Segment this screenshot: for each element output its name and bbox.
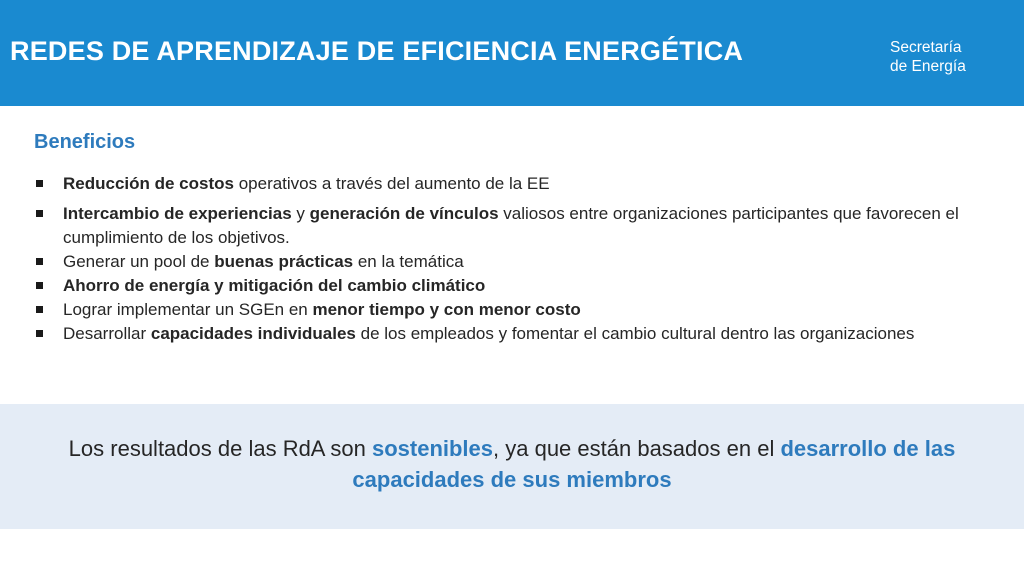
bold-text: Ahorro de energía y mitigación del cambio climático — [63, 276, 486, 295]
bold-text: buenas prácticas — [214, 252, 354, 271]
item-text: operativos a través del aumento de la EE — [233, 174, 550, 193]
section-title: Beneficios — [34, 131, 136, 153]
conclusion-text — [40, 433, 984, 495]
benefits-list — [34, 172, 994, 346]
item-text: valiosos entre organizaciones participantes que favorecen el cumplimiento de los objetivos. — [63, 204, 959, 247]
list-item — [34, 172, 994, 196]
item-text: Lograr implementar un SGEn en — [63, 300, 313, 319]
brand-line-1: Secretaría — [890, 39, 962, 56]
item-text: y — [291, 204, 310, 223]
brand-logo — [890, 38, 966, 76]
bold-text: menor tiempo y con menor costo — [312, 300, 581, 319]
bold-text: generación de vínculos — [309, 204, 499, 223]
bold-text: capacidades individuales — [150, 324, 356, 343]
list-item — [34, 298, 994, 322]
item-text: Generar un pool de — [63, 252, 215, 271]
highlight-text: sostenibles — [371, 436, 494, 461]
item-text: en la temática — [353, 252, 464, 271]
square-bullet-icon — [36, 210, 43, 217]
bold-text: Intercambio de experiencias — [63, 204, 292, 223]
conclusion-text-part: , ya que están basados en el — [493, 436, 781, 461]
highlight-text: desarrollo de las capacidades de sus miembros — [352, 436, 956, 492]
square-bullet-icon — [36, 330, 43, 337]
item-text: Desarrollar — [63, 324, 151, 343]
list-item — [34, 250, 994, 274]
list-item — [34, 274, 994, 298]
square-bullet-icon — [36, 306, 43, 313]
list-item — [34, 322, 994, 346]
brand-line-2: de Energía — [890, 58, 966, 75]
square-bullet-icon — [36, 282, 43, 289]
list-item — [34, 202, 994, 250]
square-bullet-icon — [36, 258, 43, 265]
item-text: de los empleados y fomentar el cambio cultural dentro las organizaciones — [355, 324, 915, 343]
square-bullet-icon — [36, 180, 43, 187]
page-title: REDES DE APRENDIZAJE DE EFICIENCIA ENERGÉTICA — [10, 36, 744, 66]
header-bar — [0, 0, 1024, 106]
conclusion-text-part: Los resultados de las RdA son — [68, 436, 372, 461]
bold-text: Reducción de costos — [63, 174, 234, 193]
